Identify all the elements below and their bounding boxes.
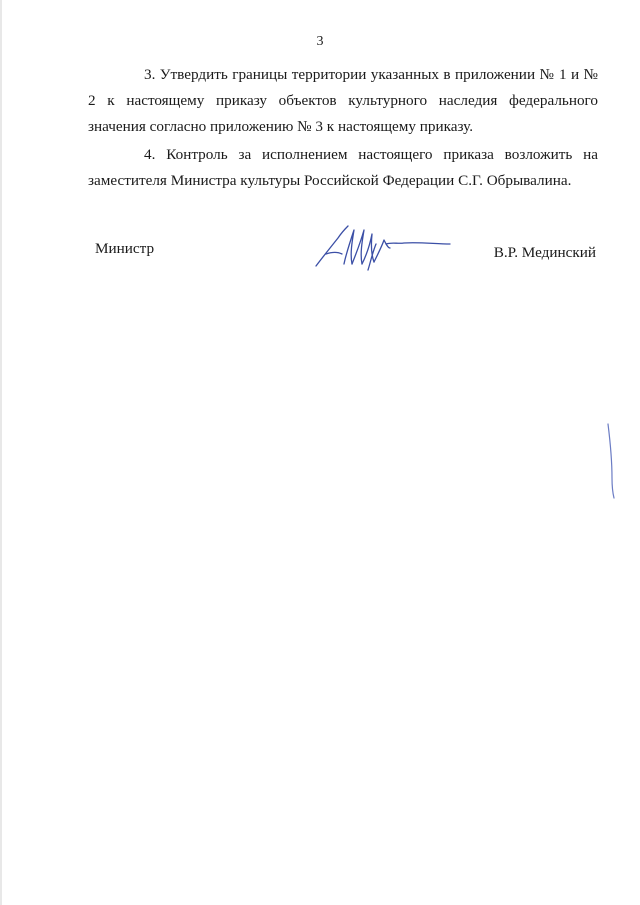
page-number: 3 (316, 34, 324, 49)
handwritten-signature (308, 214, 458, 276)
scan-edge (0, 0, 2, 905)
signatory-name: В.Р. Мединский (493, 244, 596, 261)
paragraph-item-4: 4. Контроль за исполнением настоящего приказа возложить на заместителя Министра культуры Российской Федерации С.Г. Обрывалина. (88, 146, 598, 189)
signatory-title: Министр (95, 240, 155, 257)
paragraph-item-3: 3. Утвердить границы территории указанных в приложении № 1 и № 2 к настоящему приказу объектов культурного наследия федерального значения согласно приложению № 3 к настоящему приказу. (88, 66, 598, 135)
scan-artifact-mark (596, 420, 618, 500)
